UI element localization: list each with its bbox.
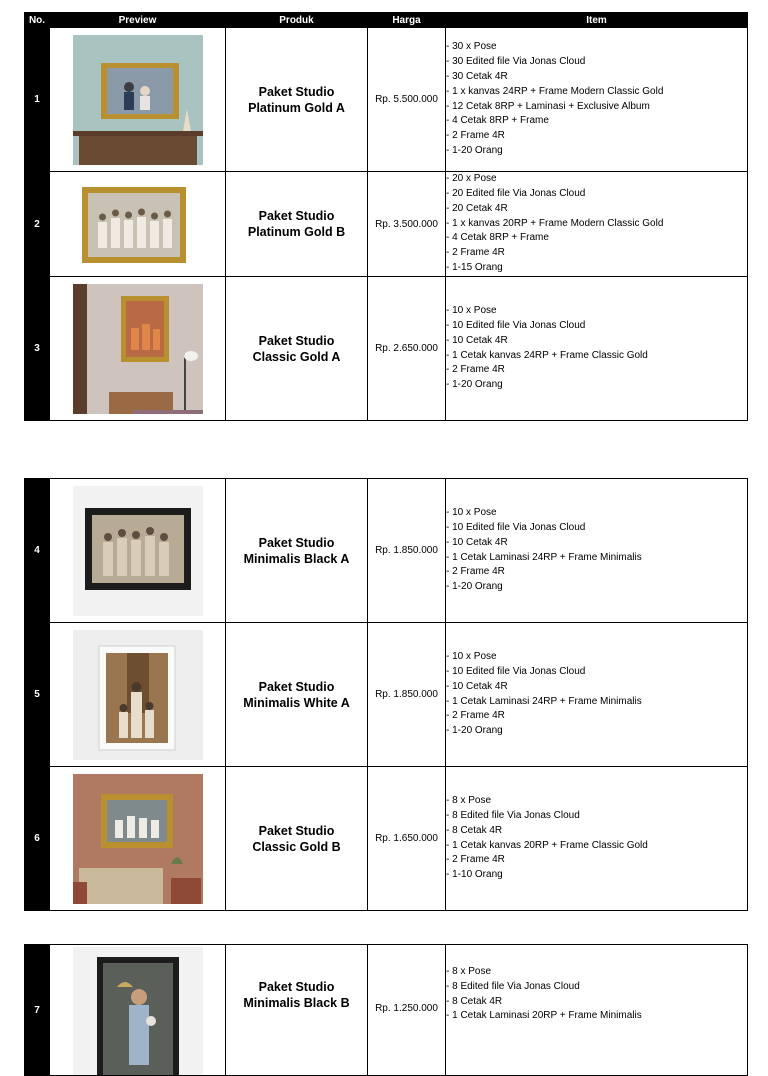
row-number: 2 bbox=[25, 172, 50, 277]
list-item: - 10 Edited file Via Jonas Cloud bbox=[446, 665, 747, 680]
product-name bbox=[226, 479, 368, 623]
product-name-line1: Paket Studio bbox=[258, 823, 335, 838]
header-price: Harga bbox=[368, 13, 446, 28]
gold-frame-family-icon bbox=[78, 184, 198, 264]
product-name-line2: Platinum Gold A bbox=[248, 100, 345, 115]
product-name-line1: Paket Studio bbox=[258, 679, 335, 694]
item-list-cell bbox=[446, 479, 748, 623]
list-item: - 2 Frame 4R bbox=[446, 129, 747, 144]
price: Rp. 2.650.000 bbox=[368, 277, 446, 421]
table-row bbox=[25, 28, 748, 172]
header-item: Item bbox=[446, 13, 748, 28]
item-list bbox=[446, 506, 747, 595]
list-item: - 8 x Pose bbox=[446, 965, 747, 980]
header-no: No. bbox=[25, 13, 50, 28]
price: Rp. 1.850.000 bbox=[368, 479, 446, 623]
list-item: - 1 Cetak Laminasi 24RP + Frame Minimalis bbox=[446, 551, 747, 566]
item-list bbox=[446, 40, 747, 158]
product-name-line1: Paket Studio bbox=[258, 535, 335, 550]
row-number: 7 bbox=[25, 945, 50, 1076]
list-item: - 8 Cetak 4R bbox=[446, 995, 747, 1010]
list-item: - 10 Cetak 4R bbox=[446, 536, 747, 551]
list-item: - 10 Cetak 4R bbox=[446, 334, 747, 349]
item-list bbox=[446, 304, 747, 393]
price: Rp. 5.500.000 bbox=[368, 28, 446, 172]
list-item: - 10 x Pose bbox=[446, 506, 747, 521]
list-item: - 1 Cetak kanvas 24RP + Frame Classic Gold bbox=[446, 349, 747, 364]
item-list-cell bbox=[446, 767, 748, 911]
list-item: - 20 Cetak 4R bbox=[446, 202, 747, 217]
item-list-cell bbox=[446, 623, 748, 767]
list-item: - 30 Cetak 4R bbox=[446, 70, 747, 85]
list-item: - 1-20 Orang bbox=[446, 580, 747, 595]
gold-frame-beige-wall-icon bbox=[73, 284, 203, 414]
item-list-cell bbox=[446, 28, 748, 172]
row-number: 6 bbox=[25, 767, 50, 911]
preview-cell bbox=[50, 277, 226, 421]
preview-cell bbox=[50, 172, 226, 277]
black-frame-family-icon bbox=[73, 486, 203, 616]
preview-cell bbox=[50, 28, 226, 172]
row-number: 5 bbox=[25, 623, 50, 767]
product-name-line1: Paket Studio bbox=[258, 209, 335, 223]
list-item: - 8 x Pose bbox=[446, 794, 747, 809]
list-item: - 8 Cetak 4R bbox=[446, 824, 747, 839]
item-list-cell bbox=[446, 172, 748, 277]
preview-cell bbox=[50, 623, 226, 767]
list-item: - 20 Edited file Via Jonas Cloud bbox=[446, 187, 747, 202]
price: Rp. 1.850.000 bbox=[368, 623, 446, 767]
black-frame-portrait-icon bbox=[73, 947, 203, 1075]
product-name-line1: Paket Studio bbox=[258, 980, 335, 994]
list-item: - 1 x kanvas 24RP + Frame Modern Classic Gold bbox=[446, 85, 747, 100]
list-item: - 1-20 Orang bbox=[446, 724, 747, 739]
table-row bbox=[25, 623, 748, 767]
list-item: - 1-10 Orang bbox=[446, 868, 747, 883]
price: Rp. 1.250.000 bbox=[368, 945, 446, 1076]
list-item: - 30 x Pose bbox=[446, 40, 747, 55]
product-name bbox=[226, 172, 368, 277]
product-name bbox=[226, 623, 368, 767]
list-item: - 1-20 Orang bbox=[446, 378, 747, 393]
product-name-line1: Paket Studio bbox=[258, 333, 335, 348]
item-list bbox=[446, 794, 747, 883]
preview-cell bbox=[50, 945, 226, 1076]
white-frame-family-icon bbox=[73, 630, 203, 760]
price: Rp. 1.650.000 bbox=[368, 767, 446, 911]
product-name bbox=[226, 28, 368, 172]
table-row bbox=[25, 172, 748, 277]
item-list-cell bbox=[446, 945, 748, 1076]
list-item: - 4 Cetak 8RP + Frame bbox=[446, 114, 747, 129]
list-item: - 10 Edited file Via Jonas Cloud bbox=[446, 319, 747, 334]
list-item: - 10 Cetak 4R bbox=[446, 680, 747, 695]
gold-frame-terracotta-wall-icon bbox=[73, 774, 203, 904]
package-table-2 bbox=[24, 478, 748, 911]
list-item: - 1 Cetak Laminasi 20RP + Frame Minimalis bbox=[446, 1009, 747, 1024]
list-item: - 4 Cetak 8RP + Frame bbox=[446, 231, 747, 246]
list-item: - 2 Frame 4R bbox=[446, 246, 747, 261]
product-name bbox=[226, 767, 368, 911]
list-item: - 1-20 Orang bbox=[446, 144, 747, 159]
item-list bbox=[446, 965, 747, 1024]
list-item: - 8 Edited file Via Jonas Cloud bbox=[446, 980, 747, 995]
product-name-line1: Paket Studio bbox=[258, 84, 335, 99]
row-number: 4 bbox=[25, 479, 50, 623]
product-name-line2: Minimalis Black B bbox=[243, 996, 350, 1010]
row-number: 3 bbox=[25, 277, 50, 421]
header-product: Produk bbox=[226, 13, 368, 28]
list-item: - 1-15 Orang bbox=[446, 261, 747, 276]
list-item: - 8 Edited file Via Jonas Cloud bbox=[446, 809, 747, 824]
list-item: - 20 x Pose bbox=[446, 172, 747, 187]
product-name bbox=[226, 945, 368, 1076]
product-name-line2: Classic Gold A bbox=[252, 349, 341, 364]
table-row bbox=[25, 479, 748, 623]
row-number: 1 bbox=[25, 28, 50, 172]
list-item: - 1 Cetak Laminasi 24RP + Frame Minimalis bbox=[446, 695, 747, 710]
product-name-line2: Classic Gold B bbox=[252, 839, 341, 854]
list-item: - 2 Frame 4R bbox=[446, 853, 747, 868]
table-row bbox=[25, 767, 748, 911]
table-row bbox=[25, 277, 748, 421]
item-list bbox=[446, 172, 747, 276]
price: Rp. 3.500.000 bbox=[368, 172, 446, 277]
list-item: - 1 x kanvas 20RP + Frame Modern Classic Gold bbox=[446, 217, 747, 232]
product-name-line2: Minimalis White A bbox=[243, 695, 350, 710]
product-name-line2: Minimalis Black A bbox=[243, 551, 350, 566]
list-item: - 2 Frame 4R bbox=[446, 709, 747, 724]
list-item: - 12 Cetak 8RP + Laminasi + Exclusive Album bbox=[446, 100, 747, 115]
item-list bbox=[446, 650, 747, 739]
preview-cell bbox=[50, 767, 226, 911]
package-table-3 bbox=[24, 944, 748, 1076]
preview-cell bbox=[50, 479, 226, 623]
list-item: - 2 Frame 4R bbox=[446, 565, 747, 580]
gold-frame-teal-wall-icon bbox=[73, 35, 203, 165]
header-preview: Preview bbox=[50, 13, 226, 28]
list-item: - 10 Edited file Via Jonas Cloud bbox=[446, 521, 747, 536]
list-item: - 2 Frame 4R bbox=[446, 363, 747, 378]
table-header bbox=[25, 13, 748, 28]
product-name-line2: Platinum Gold B bbox=[247, 225, 346, 239]
table-row bbox=[25, 945, 748, 1076]
list-item: - 10 x Pose bbox=[446, 650, 747, 665]
list-item: - 10 x Pose bbox=[446, 304, 747, 319]
package-table-1 bbox=[24, 12, 748, 421]
list-item: - 30 Edited file Via Jonas Cloud bbox=[446, 55, 747, 70]
item-list-cell bbox=[446, 277, 748, 421]
list-item: - 1 Cetak kanvas 20RP + Frame Classic Gold bbox=[446, 839, 747, 854]
product-name bbox=[226, 277, 368, 421]
